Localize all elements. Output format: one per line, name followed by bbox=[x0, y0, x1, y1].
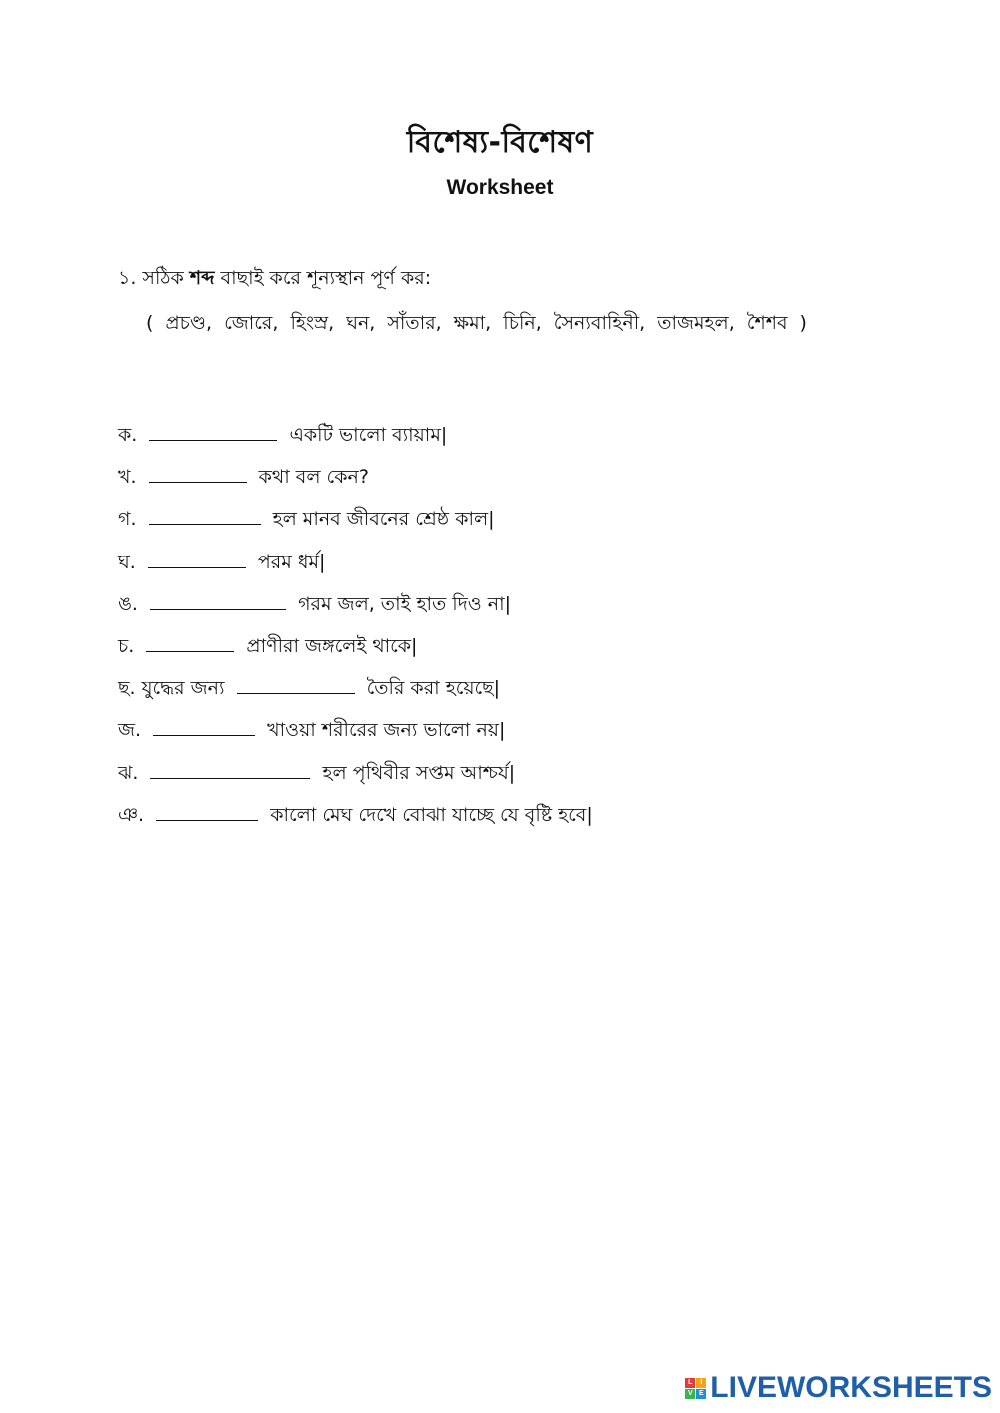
logo-text: LIVEWORKSHEETS bbox=[710, 1371, 992, 1404]
question-text: খাওয়া শরীরের জন্য ভালো নয়| bbox=[267, 719, 506, 742]
question-item bbox=[118, 758, 878, 800]
question-label: ক. bbox=[118, 424, 138, 446]
logo-mark-tile: E bbox=[696, 1389, 706, 1399]
instruction-bold-word: শব্দ bbox=[189, 267, 215, 289]
question-label: ঞ. bbox=[118, 803, 145, 826]
answer-blank[interactable] bbox=[150, 589, 286, 610]
question-text: একটি ভালো ব্যায়াম| bbox=[289, 424, 448, 446]
question-item bbox=[118, 420, 878, 462]
answer-blank[interactable] bbox=[156, 800, 258, 821]
question-label: গ. bbox=[118, 508, 137, 531]
liveworksheets-logo[interactable] bbox=[685, 1371, 992, 1405]
answer-blank[interactable] bbox=[237, 673, 355, 694]
question-text: হল মানব জীবনের শ্রেষ্ঠ কাল| bbox=[272, 508, 495, 531]
answer-blank[interactable] bbox=[146, 631, 234, 652]
question-item bbox=[118, 589, 878, 631]
logo-mark-tile: L bbox=[685, 1378, 695, 1388]
question-item bbox=[118, 800, 878, 842]
question-text: গরম জল, তাই হাত দিও না| bbox=[298, 592, 511, 615]
question-text: হল পৃথিবীর সপ্তম আশ্চর্য| bbox=[322, 761, 516, 784]
question-item bbox=[118, 631, 878, 673]
instruction bbox=[118, 264, 431, 296]
question-item bbox=[118, 504, 878, 546]
worksheet-subtitle: Worksheet bbox=[446, 176, 554, 199]
answer-blank[interactable] bbox=[153, 715, 255, 736]
question-text: প্রাণীরা জঙ্গলেই থাকে| bbox=[246, 634, 418, 657]
question-label: খ. bbox=[118, 466, 137, 489]
question-text-before: যুদ্ধের জন্য bbox=[141, 677, 225, 700]
answer-blank[interactable] bbox=[149, 420, 277, 441]
logo-mark-tile: V bbox=[685, 1389, 695, 1399]
answer-blank[interactable] bbox=[149, 504, 261, 525]
question-list bbox=[118, 420, 878, 842]
question-label: ঙ. bbox=[118, 592, 138, 615]
logo-mark-icon bbox=[685, 1378, 706, 1399]
question-item bbox=[118, 673, 878, 715]
answer-blank[interactable] bbox=[148, 547, 246, 568]
instruction-prefix: ১. সঠিক bbox=[118, 267, 190, 289]
word-bank: ( প্রচণ্ড, জোরে, হিংস্র, ঘন, সাঁতার, ক্ষমা, চিনি, সৈন্যবাহিনী, তাজমহল, শৈশব ) bbox=[146, 312, 807, 334]
question-label: জ. bbox=[118, 719, 142, 742]
question-text: পরম ধর্ম| bbox=[257, 550, 326, 573]
question-label: ছ. bbox=[118, 677, 136, 700]
question-label: চ. bbox=[118, 634, 135, 657]
question-text: কালো মেঘ দেখে বোঝা যাচ্ছে যে বৃষ্টি হবে| bbox=[270, 803, 593, 826]
question-label: ঝ. bbox=[118, 761, 139, 784]
instruction-suffix: বাছাই করে শূন্যস্থান পূর্ণ কর: bbox=[214, 267, 432, 289]
question-item bbox=[118, 547, 878, 589]
question-label: ঘ. bbox=[118, 550, 136, 573]
answer-blank[interactable] bbox=[149, 462, 247, 483]
question-item bbox=[118, 715, 878, 757]
question-text: তৈরি করা হয়েছে| bbox=[366, 677, 501, 700]
answer-blank[interactable] bbox=[150, 758, 310, 779]
question-text: কথা বল কেন? bbox=[258, 466, 369, 489]
question-item bbox=[118, 462, 878, 504]
logo-mark-tile: I bbox=[696, 1378, 706, 1388]
worksheet-title: বিশেষ্য-বিশেষণ bbox=[406, 125, 594, 160]
